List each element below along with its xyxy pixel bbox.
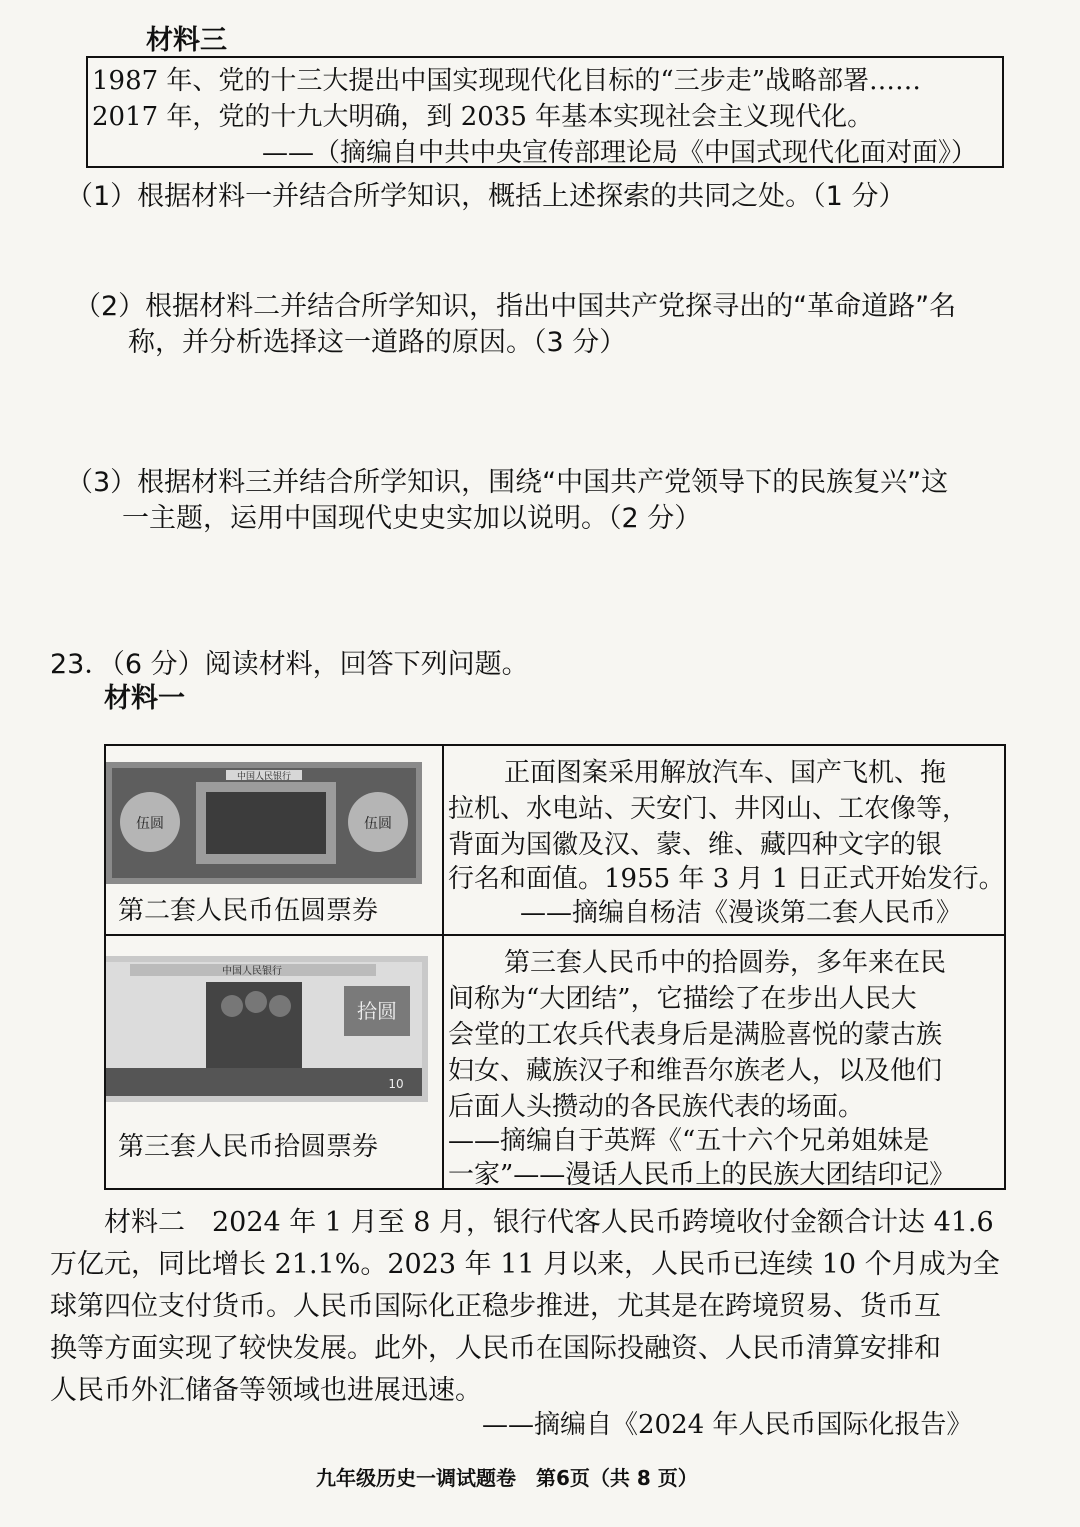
material2-line-4: 换等方面实现了较快发展。此外，人民币在国际投融资、人民币清算安排和 — [50, 1333, 941, 1364]
banknote-5-top-text: 中国人民银行 — [236, 772, 292, 782]
material3-source: ——（摘编自中共中央宣传部理论局《中国式现代化面对面》） — [262, 138, 978, 168]
row2-source-line-1: ——摘编自于英辉《“五十六个兄弟姐妹是 — [448, 1126, 930, 1156]
banknote-10-denom: 拾圆 — [357, 999, 397, 1023]
material1-table — [104, 744, 1006, 1190]
row2-text-line-2: 间称为“大团结”，它描绘了在步出人民大 — [448, 984, 917, 1014]
row1-source: ——摘编自杨洁《漫谈第二套人民币》 — [520, 898, 963, 928]
page-footer: 九年级历史一调试题卷 第6页（共 8 页） — [316, 1466, 698, 1490]
material3-line-2: 2017 年，党的十九大明确，到 2035 年基本实现社会主义现代化。 — [92, 102, 874, 132]
question-3-line-1: （3）根据材料三并结合所学知识，围绕“中国共产党领导下的民族复兴”这 — [66, 467, 949, 498]
question-2-line-1: （2）根据材料二并结合所学知识，指出中国共产党探寻出的“革命道路”名 — [74, 291, 957, 322]
row1-text-line-3: 背面为国徽及汉、蒙、维、藏四种文字的银 — [448, 830, 943, 860]
banknote-5-denom-left: 伍圆 — [136, 816, 164, 832]
row1-text-line-4: 行名和面值。1955 年 3 月 1 日正式开始发行。 — [448, 864, 1005, 894]
row2-text-line-1: 第三套人民币中的拾圆券，多年来在民 — [504, 948, 947, 978]
question-3-line-2: 一主题，运用中国现代史史实加以说明。（2 分） — [122, 503, 702, 534]
material3-title: 材料三 — [146, 25, 227, 56]
banknote-5-denom-right: 伍圆 — [364, 816, 392, 832]
material2-line-3: 球第四位支付货币。人民币国际化正稳步推进，尤其是在跨境贸易、货币互 — [50, 1291, 941, 1322]
banknote-10-number: 10 — [388, 1077, 404, 1091]
material1-title: 材料一 — [104, 683, 185, 714]
material3-line-1: 1987 年、党的十三大提出中国实现现代化目标的“三步走”战略部署…… — [92, 66, 922, 96]
material2-line-1: 材料二 2024 年 1 月至 8 月，银行代客人民币跨境收付金额合计达 41.6 — [104, 1207, 994, 1238]
row2-text-line-4: 妇女、藏族汉子和维吾尔族老人，以及他们 — [448, 1056, 943, 1086]
row2-source-line-2: 一家”——漫话人民币上的民族大团结印记》 — [448, 1160, 956, 1190]
question-23-header: 23．（6 分）阅读材料，回答下列问题。 — [50, 649, 529, 680]
row1-text-line-2: 拉机、水电站、天安门、井冈山、工农像等， — [448, 794, 969, 824]
row1-text-line-1: 正面图案采用解放汽车、国产飞机、拖 — [504, 758, 947, 788]
material2-line-2: 万亿元，同比增长 21.1%。2023 年 11 月以来，人民币已连续 10 个月成为全 — [50, 1249, 1000, 1280]
row2-text-line-5: 后面人头攒动的各民族代表的场面。 — [448, 1092, 865, 1122]
banknote-10-top-text: 中国人民银行 — [222, 966, 282, 977]
row1-caption: 第二套人民币伍圆票券 — [118, 896, 379, 926]
table-vertical-divider — [442, 746, 444, 1188]
material2-source: ——摘编自《2024 年人民币国际化报告》 — [482, 1410, 973, 1440]
row2-text-line-3: 会堂的工农兵代表身后是满脸喜悦的蒙古族 — [448, 1020, 943, 1050]
question-2-line-2: 称，并分析选择这一道路的原因。（3 分） — [128, 327, 627, 358]
row2-caption: 第三套人民币拾圆票券 — [118, 1132, 379, 1162]
material2-line-5: 人民币外汇储备等领域也进展迅速。 — [50, 1375, 482, 1406]
question-1: （1）根据材料一并结合所学知识，概括上述探索的共同之处。（1 分） — [66, 181, 906, 212]
